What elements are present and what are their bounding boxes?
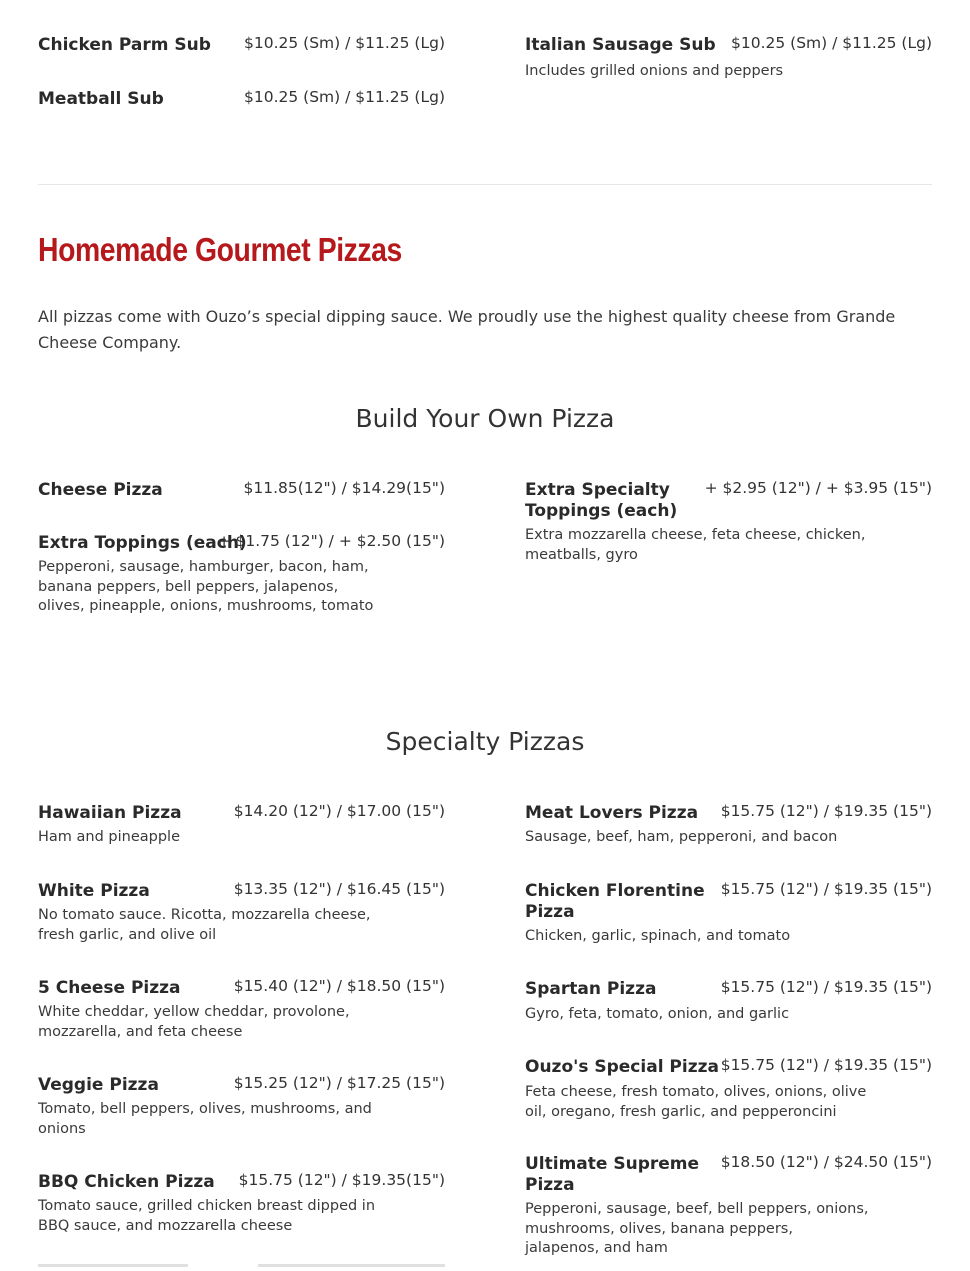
next-row-cutoff: [38, 1264, 932, 1271]
menu-item: [38, 1172, 445, 1242]
menu-item: [525, 480, 932, 570]
menu-item-price: + $1.75 (12") / + $2.50 (15"): [217, 532, 445, 550]
menu-item-name: Meat Lovers Pizza: [525, 803, 699, 823]
menu-item-name: Extra Toppings (each): [38, 533, 247, 553]
menu-item-price: $15.75 (12") / $19.35 (15"): [720, 978, 932, 996]
menu-item: [525, 979, 932, 1029]
menu-item: [38, 803, 445, 853]
menu-item-name: Extra Specialty Toppings (each): [525, 480, 678, 521]
menu-item: [38, 978, 445, 1048]
menu-item-name: Italian Sausage Sub: [525, 35, 716, 55]
menu-item-description: Pepperoni, sausage, hamburger, bacon, ham, banana peppers, bell peppers, jalapenos, olives, pineapple, onions, mushrooms, tomato: [38, 559, 374, 614]
menu-item: [525, 1154, 932, 1264]
menu-item-description: Tomato sauce, grilled chicken breast dipped in BBQ sauce, and mozzarella cheese: [38, 1198, 376, 1234]
menu-item: [38, 1075, 445, 1145]
menu-item: [38, 89, 445, 113]
menu-item-description: Feta cheese, fresh tomato, olives, onions, olive oil, oregano, fresh garlic, and pepperoncini: [525, 1084, 867, 1120]
menu-item-name: Cheese Pizza: [38, 480, 163, 500]
menu-item-name: Ultimate Supreme Pizza: [525, 1154, 700, 1195]
menu-item-name: Ouzo's Special Pizza: [525, 1057, 719, 1077]
section-intro: All pizzas come with Ouzo’s special dipping sauce. We proudly use the highest quality cheese from Grande Cheese Company.: [38, 307, 896, 352]
menu-item-price: $10.25 (Sm) / $11.25 (Lg): [243, 88, 445, 106]
menu-item-description: White cheddar, yellow cheddar, provolone, mozzarella, and feta cheese: [38, 1004, 350, 1040]
menu-item-price: + $2.95 (12") / + $3.95 (15"): [704, 479, 932, 497]
specialty-pizzas-heading: Specialty Pizzas: [385, 727, 585, 756]
menu-item-price: $15.75 (12") / $19.35 (15"): [720, 802, 932, 820]
menu-item-name: BBQ Chicken Pizza: [38, 1172, 215, 1192]
menu-item-description: Gyro, feta, tomato, onion, and garlic: [525, 1006, 790, 1022]
menu-item: [38, 533, 445, 623]
menu-item-price: $14.20 (12") / $17.00 (15"): [233, 802, 445, 820]
menu-item-name: 5 Cheese Pizza: [38, 978, 181, 998]
menu-item-price: $10.25 (Sm) / $11.25 (Lg): [730, 34, 932, 52]
menu-item: [525, 35, 932, 85]
menu-item-name: Chicken Florentine Pizza: [525, 881, 705, 922]
menu-item-name: Meatball Sub: [38, 89, 164, 109]
menu-item-price: $11.85(12") / $14.29(15"): [243, 479, 445, 497]
menu-item-price: $15.75 (12") / $19.35(15"): [238, 1171, 445, 1189]
menu-item-name: White Pizza: [38, 881, 150, 901]
menu-item-price: $13.35 (12") / $16.45 (15"): [233, 880, 445, 898]
menu-item-price: $15.75 (12") / $19.35 (15"): [720, 880, 932, 898]
section-divider: [38, 184, 932, 185]
menu-item-price: $10.25 (Sm) / $11.25 (Lg): [243, 34, 445, 52]
menu-item-name: Chicken Parm Sub: [38, 35, 211, 55]
menu-item-name: Spartan Pizza: [525, 979, 657, 999]
menu-item-description: Tomato, bell peppers, olives, mushrooms, and onions: [38, 1101, 372, 1137]
menu-item: [525, 1057, 932, 1127]
menu-item-name: Hawaiian Pizza: [38, 803, 182, 823]
menu-item-name: Veggie Pizza: [38, 1075, 159, 1095]
menu-item-price: $15.40 (12") / $18.50 (15"): [233, 977, 445, 995]
menu-item-price: $15.25 (12") / $17.25 (15"): [233, 1074, 445, 1092]
menu-item-description: Pepperoni, sausage, beef, bell peppers, onions, mushrooms, olives, banana peppers, jalapenos, and ham: [525, 1201, 869, 1256]
menu-item: [525, 881, 932, 951]
menu-item: [38, 881, 445, 951]
menu-item-description: Ham and pineapple: [38, 829, 180, 845]
menu-item: [525, 803, 932, 853]
menu-item-description: Sausage, beef, ham, pepperoni, and bacon: [525, 829, 838, 845]
section-title: Homemade Gourmet Pizzas: [38, 231, 402, 268]
menu-item-description: No tomato sauce. Ricotta, mozzarella cheese, fresh garlic, and olive oil: [38, 907, 371, 943]
menu-item-price: $15.75 (12") / $19.35 (15"): [720, 1056, 932, 1074]
menu-item: [38, 35, 445, 59]
menu-item-price: $18.50 (12") / $24.50 (15"): [720, 1153, 932, 1171]
build-your-own-heading: Build Your Own Pizza: [355, 404, 615, 433]
menu-item: [38, 480, 445, 504]
menu-item-description: Extra mozzarella cheese, feta cheese, chicken, meatballs, gyro: [525, 527, 866, 563]
menu-item-description: Includes grilled onions and peppers: [525, 63, 784, 79]
menu-item-description: Chicken, garlic, spinach, and tomato: [525, 928, 791, 944]
